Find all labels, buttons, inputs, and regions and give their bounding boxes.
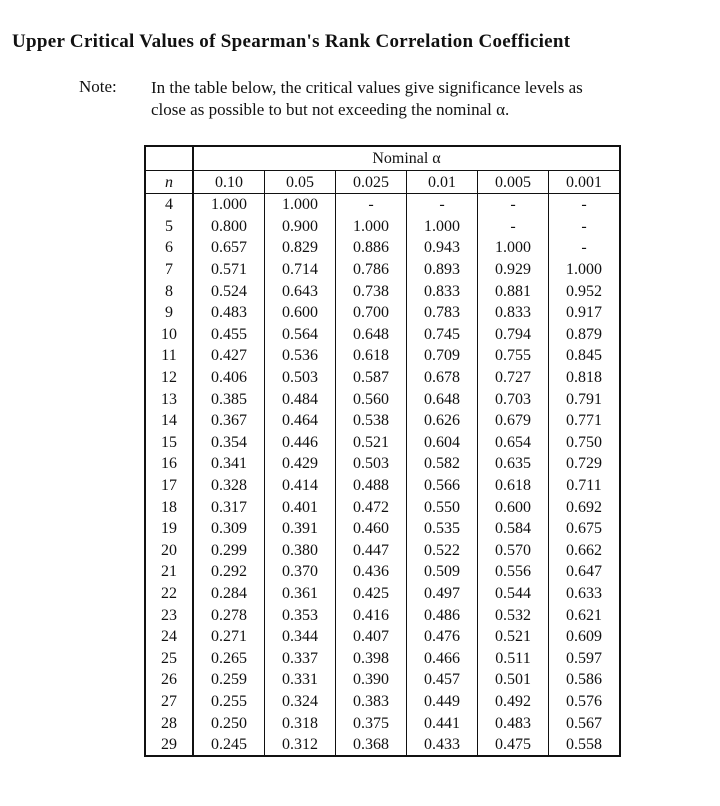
- n-value-cell: 21: [145, 561, 193, 583]
- page-title: Upper Critical Values of Spearman's Rank Correlation Coefficient: [12, 31, 571, 52]
- alpha-column-header: 0.025: [336, 171, 407, 194]
- critical-value-cell: 0.535: [407, 518, 478, 540]
- table-row: [145, 669, 620, 691]
- n-value-cell: 15: [145, 432, 193, 454]
- critical-value-cell: 0.503: [265, 367, 336, 389]
- critical-value-cell: 0.783: [407, 302, 478, 324]
- critical-value-cell: 0.524: [193, 280, 265, 302]
- table-column-header-row: [145, 171, 620, 194]
- critical-value-cell: 0.571: [193, 259, 265, 281]
- critical-value-cell: 0.317: [193, 496, 265, 518]
- table-row: [145, 367, 620, 389]
- critical-value-cell: 0.879: [549, 324, 621, 346]
- critical-value-cell: 1.000: [549, 259, 621, 281]
- critical-value-cell: 0.466: [407, 647, 478, 669]
- critical-value-cell: 0.536: [265, 345, 336, 367]
- table-row: [145, 216, 620, 238]
- critical-value-cell: 0.654: [478, 432, 549, 454]
- critical-value-cell: 0.259: [193, 669, 265, 691]
- critical-value-cell: 0.648: [407, 388, 478, 410]
- critical-value-cell: 0.786: [336, 259, 407, 281]
- critical-value-cell: 1.000: [265, 194, 336, 216]
- critical-value-cell: 0.416: [336, 604, 407, 626]
- critical-value-cell: 0.711: [549, 475, 621, 497]
- critical-value-cell: 0.472: [336, 496, 407, 518]
- critical-value-cell: 0.483: [478, 712, 549, 734]
- critical-value-cell: 0.582: [407, 453, 478, 475]
- critical-value-cell: 0.800: [193, 216, 265, 238]
- critical-value-cell: 0.375: [336, 712, 407, 734]
- critical-value-cell: 0.436: [336, 561, 407, 583]
- critical-value-cell: 0.900: [265, 216, 336, 238]
- table-group-header-row: [145, 146, 620, 171]
- critical-values-table: [144, 145, 621, 757]
- critical-value-cell: 0.341: [193, 453, 265, 475]
- critical-value-cell: 0.570: [478, 540, 549, 562]
- critical-value-cell: 0.584: [478, 518, 549, 540]
- critical-value-cell: 0.284: [193, 583, 265, 605]
- critical-value-cell: 0.318: [265, 712, 336, 734]
- alpha-column-header: 0.05: [265, 171, 336, 194]
- critical-value-cell: 0.401: [265, 496, 336, 518]
- n-value-cell: 9: [145, 302, 193, 324]
- critical-value-cell: 0.449: [407, 691, 478, 713]
- critical-value-cell: 0.745: [407, 324, 478, 346]
- critical-value-cell: 0.331: [265, 669, 336, 691]
- critical-value-cell: 0.794: [478, 324, 549, 346]
- critical-value-cell: 0.460: [336, 518, 407, 540]
- critical-value-cell: 0.380: [265, 540, 336, 562]
- critical-value-cell: 0.675: [549, 518, 621, 540]
- n-value-cell: 25: [145, 647, 193, 669]
- critical-value-cell: 0.771: [549, 410, 621, 432]
- critical-value-cell: 0.678: [407, 367, 478, 389]
- table-row: [145, 280, 620, 302]
- alpha-column-header: 0.10: [193, 171, 265, 194]
- critical-value-cell: 0.441: [407, 712, 478, 734]
- critical-value-cell: 0.833: [478, 302, 549, 324]
- table-row: [145, 496, 620, 518]
- critical-value-cell: 0.457: [407, 669, 478, 691]
- critical-value-cell: 0.324: [265, 691, 336, 713]
- table-row: [145, 604, 620, 626]
- critical-value-cell: 1.000: [407, 216, 478, 238]
- critical-value-cell: 0.429: [265, 453, 336, 475]
- critical-value-cell: 0.662: [549, 540, 621, 562]
- critical-value-cell: 0.618: [336, 345, 407, 367]
- n-value-cell: 17: [145, 475, 193, 497]
- critical-value-cell: 0.464: [265, 410, 336, 432]
- n-value-cell: 28: [145, 712, 193, 734]
- table-row: [145, 410, 620, 432]
- critical-value-cell: 0.353: [265, 604, 336, 626]
- critical-value-cell: 0.484: [265, 388, 336, 410]
- table-row: [145, 540, 620, 562]
- critical-value-cell: 0.368: [336, 734, 407, 757]
- critical-value-cell: 0.486: [407, 604, 478, 626]
- n-header-blank: [145, 146, 193, 171]
- critical-value-cell: 0.367: [193, 410, 265, 432]
- critical-value-cell: 0.604: [407, 432, 478, 454]
- critical-value-cell: 0.727: [478, 367, 549, 389]
- critical-value-cell: 0.390: [336, 669, 407, 691]
- table-row: [145, 237, 620, 259]
- critical-value-cell: 0.427: [193, 345, 265, 367]
- critical-value-cell: 0.597: [549, 647, 621, 669]
- critical-value-cell: 0.509: [407, 561, 478, 583]
- table-row: [145, 388, 620, 410]
- note-line-1: In the table below, the critical values give significance levels as: [151, 78, 583, 97]
- critical-value-cell: 0.414: [265, 475, 336, 497]
- n-value-cell: 7: [145, 259, 193, 281]
- alpha-column-header: 0.001: [549, 171, 621, 194]
- n-value-cell: 22: [145, 583, 193, 605]
- critical-value-cell: 0.700: [336, 302, 407, 324]
- critical-value-cell: 0.709: [407, 345, 478, 367]
- critical-value-cell: 1.000: [336, 216, 407, 238]
- table-row: [145, 691, 620, 713]
- critical-value-cell: 0.558: [549, 734, 621, 757]
- critical-value-cell: 0.626: [407, 410, 478, 432]
- table-row: [145, 561, 620, 583]
- critical-value-cell: -: [407, 194, 478, 216]
- table-row: [145, 324, 620, 346]
- critical-value-cell: 0.738: [336, 280, 407, 302]
- n-value-cell: 18: [145, 496, 193, 518]
- critical-value-cell: 0.643: [265, 280, 336, 302]
- table-row: [145, 583, 620, 605]
- critical-value-cell: 0.370: [265, 561, 336, 583]
- critical-value-cell: 0.250: [193, 712, 265, 734]
- table-row: [145, 345, 620, 367]
- n-value-cell: 23: [145, 604, 193, 626]
- critical-value-cell: 0.476: [407, 626, 478, 648]
- critical-value-cell: 0.657: [193, 237, 265, 259]
- critical-value-cell: 0.564: [265, 324, 336, 346]
- critical-value-cell: -: [478, 216, 549, 238]
- n-value-cell: 14: [145, 410, 193, 432]
- critical-value-cell: 0.943: [407, 237, 478, 259]
- critical-value-cell: 0.679: [478, 410, 549, 432]
- n-value-cell: 13: [145, 388, 193, 410]
- n-value-cell: 10: [145, 324, 193, 346]
- n-value-cell: 27: [145, 691, 193, 713]
- critical-value-cell: 0.609: [549, 626, 621, 648]
- table-row: [145, 432, 620, 454]
- table-row: [145, 475, 620, 497]
- critical-value-cell: 0.475: [478, 734, 549, 757]
- critical-value-cell: 1.000: [193, 194, 265, 216]
- table-row: [145, 712, 620, 734]
- alpha-column-header: 0.005: [478, 171, 549, 194]
- critical-value-cell: 0.917: [549, 302, 621, 324]
- critical-value-cell: 0.881: [478, 280, 549, 302]
- critical-value-cell: 0.455: [193, 324, 265, 346]
- n-value-cell: 29: [145, 734, 193, 757]
- table-row: [145, 734, 620, 757]
- critical-value-cell: 0.312: [265, 734, 336, 757]
- critical-value-cell: 0.791: [549, 388, 621, 410]
- critical-value-cell: 0.255: [193, 691, 265, 713]
- n-column-header: n: [145, 171, 193, 194]
- note-text: [151, 77, 711, 121]
- critical-value-cell: 0.391: [265, 518, 336, 540]
- critical-value-cell: 0.618: [478, 475, 549, 497]
- n-value-cell: 11: [145, 345, 193, 367]
- critical-value-cell: 0.703: [478, 388, 549, 410]
- critical-value-cell: 0.556: [478, 561, 549, 583]
- critical-value-cell: 0.576: [549, 691, 621, 713]
- critical-value-cell: 0.383: [336, 691, 407, 713]
- critical-value-cell: 0.425: [336, 583, 407, 605]
- critical-value-cell: 0.521: [478, 626, 549, 648]
- n-value-cell: 8: [145, 280, 193, 302]
- critical-value-cell: 0.621: [549, 604, 621, 626]
- critical-value-cell: 0.492: [478, 691, 549, 713]
- critical-value-cell: 0.893: [407, 259, 478, 281]
- critical-value-cell: 0.648: [336, 324, 407, 346]
- critical-value-cell: 0.566: [407, 475, 478, 497]
- critical-value-cell: 0.750: [549, 432, 621, 454]
- critical-value-cell: 0.344: [265, 626, 336, 648]
- critical-value-cell: 0.586: [549, 669, 621, 691]
- nominal-alpha-header: Nominal α: [193, 146, 620, 171]
- critical-value-cell: 0.511: [478, 647, 549, 669]
- table-row: [145, 453, 620, 475]
- critical-value-cell: 0.407: [336, 626, 407, 648]
- critical-value-cell: -: [549, 194, 621, 216]
- critical-value-cell: 0.385: [193, 388, 265, 410]
- critical-value-cell: 0.886: [336, 237, 407, 259]
- critical-value-cell: 0.818: [549, 367, 621, 389]
- critical-value-cell: 0.600: [478, 496, 549, 518]
- critical-value-cell: 0.497: [407, 583, 478, 605]
- critical-value-cell: 0.929: [478, 259, 549, 281]
- critical-value-cell: 0.845: [549, 345, 621, 367]
- table-row: [145, 647, 620, 669]
- critical-value-cell: 0.952: [549, 280, 621, 302]
- critical-value-cell: 0.755: [478, 345, 549, 367]
- n-value-cell: 19: [145, 518, 193, 540]
- n-value-cell: 24: [145, 626, 193, 648]
- critical-value-cell: 0.560: [336, 388, 407, 410]
- n-value-cell: 6: [145, 237, 193, 259]
- critical-value-cell: 0.292: [193, 561, 265, 583]
- critical-value-cell: 0.600: [265, 302, 336, 324]
- critical-value-cell: -: [478, 194, 549, 216]
- table-row: [145, 626, 620, 648]
- table-row: [145, 302, 620, 324]
- note-line-2: close as possible to but not exceeding the nominal α.: [151, 100, 510, 119]
- table-row: [145, 194, 620, 216]
- critical-value-cell: 0.265: [193, 647, 265, 669]
- critical-value-cell: 0.729: [549, 453, 621, 475]
- n-value-cell: 12: [145, 367, 193, 389]
- critical-value-cell: -: [549, 237, 621, 259]
- n-value-cell: 4: [145, 194, 193, 216]
- critical-value-cell: 0.647: [549, 561, 621, 583]
- critical-value-cell: 0.544: [478, 583, 549, 605]
- critical-value-cell: 0.354: [193, 432, 265, 454]
- critical-value-cell: -: [336, 194, 407, 216]
- critical-value-cell: 0.328: [193, 475, 265, 497]
- critical-value-cell: 0.714: [265, 259, 336, 281]
- critical-value-cell: 0.567: [549, 712, 621, 734]
- critical-value-cell: 0.633: [549, 583, 621, 605]
- critical-value-cell: 0.309: [193, 518, 265, 540]
- table-row: [145, 259, 620, 281]
- critical-value-cell: 0.522: [407, 540, 478, 562]
- critical-value-cell: 0.488: [336, 475, 407, 497]
- critical-value-cell: 0.278: [193, 604, 265, 626]
- table-body: [145, 194, 620, 757]
- critical-value-cell: 0.271: [193, 626, 265, 648]
- critical-value-cell: 0.245: [193, 734, 265, 757]
- critical-value-cell: 0.692: [549, 496, 621, 518]
- table-row: [145, 518, 620, 540]
- critical-value-cell: 0.398: [336, 647, 407, 669]
- n-value-cell: 16: [145, 453, 193, 475]
- critical-value-cell: 0.532: [478, 604, 549, 626]
- critical-value-cell: 0.538: [336, 410, 407, 432]
- critical-value-cell: 0.550: [407, 496, 478, 518]
- critical-value-cell: 0.406: [193, 367, 265, 389]
- critical-value-cell: 0.361: [265, 583, 336, 605]
- critical-value-cell: 0.503: [336, 453, 407, 475]
- critical-value-cell: 0.446: [265, 432, 336, 454]
- note-label: Note:: [79, 77, 117, 96]
- critical-value-cell: 0.483: [193, 302, 265, 324]
- critical-value-cell: 0.829: [265, 237, 336, 259]
- critical-value-cell: 0.833: [407, 280, 478, 302]
- critical-value-cell: 0.501: [478, 669, 549, 691]
- critical-value-cell: 0.337: [265, 647, 336, 669]
- n-value-cell: 20: [145, 540, 193, 562]
- critical-value-cell: 1.000: [478, 237, 549, 259]
- critical-value-cell: 0.447: [336, 540, 407, 562]
- n-value-cell: 5: [145, 216, 193, 238]
- alpha-column-header: 0.01: [407, 171, 478, 194]
- critical-value-cell: 0.635: [478, 453, 549, 475]
- critical-value-cell: -: [549, 216, 621, 238]
- critical-value-cell: 0.299: [193, 540, 265, 562]
- critical-value-cell: 0.587: [336, 367, 407, 389]
- n-value-cell: 26: [145, 669, 193, 691]
- critical-value-cell: 0.521: [336, 432, 407, 454]
- critical-value-cell: 0.433: [407, 734, 478, 757]
